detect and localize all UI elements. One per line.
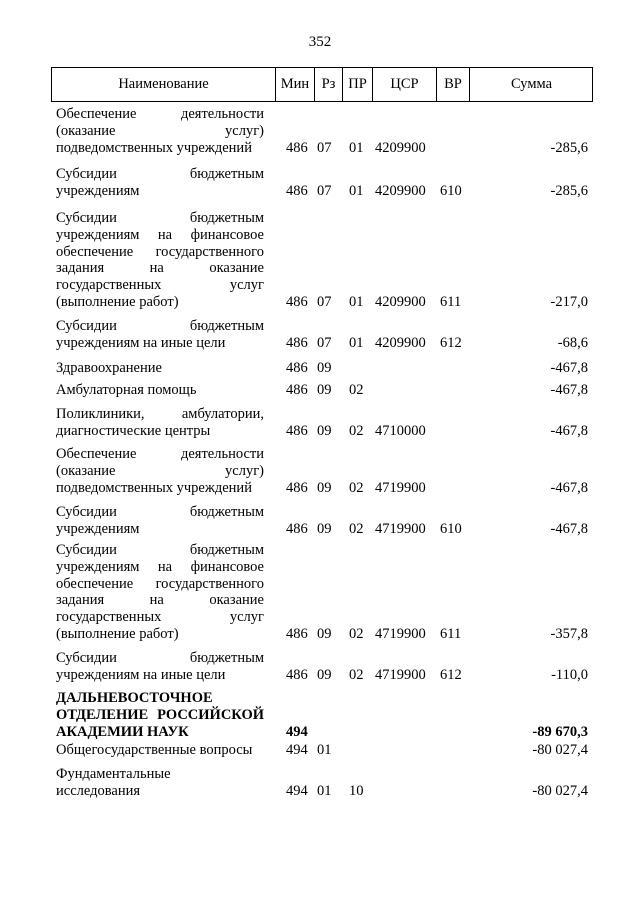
cell-sum: -467,8 bbox=[550, 382, 588, 398]
row-name-line: учреждениям на финансовое bbox=[56, 226, 264, 243]
cell-sum: -80 027,4 bbox=[532, 742, 588, 758]
row-name-line: Общегосударственные вопросы bbox=[56, 742, 253, 758]
row-name-line: государственных услуг bbox=[56, 277, 264, 294]
cell-pr: 01 bbox=[349, 182, 364, 199]
row-name-line: обеспечение государственного bbox=[56, 575, 264, 592]
cell-csr: 4719900 bbox=[375, 520, 426, 537]
row-name bbox=[56, 650, 264, 684]
cell-sum: -89 670,3 bbox=[532, 723, 588, 740]
cell-rz: 01 bbox=[317, 782, 332, 799]
row-name-line: (выполнение работ) bbox=[56, 625, 179, 642]
row-name bbox=[56, 504, 264, 538]
cell-pr: 01 bbox=[349, 139, 364, 156]
table-header bbox=[51, 67, 593, 102]
row-name-line: учреждениям на финансовое bbox=[56, 558, 264, 575]
cell-min: 486 bbox=[286, 360, 308, 376]
row-name-line: учреждениям на иные цели bbox=[56, 334, 226, 351]
cell-sum: -467,8 bbox=[550, 520, 588, 537]
row-name-line: Субсидии бюджетным bbox=[56, 210, 264, 226]
row-name bbox=[56, 542, 264, 643]
cell-vr: 610 bbox=[440, 520, 462, 537]
cell-csr: 4710000 bbox=[375, 422, 426, 439]
header-csr: ЦСР bbox=[372, 68, 436, 101]
row-name-line: подведомственных учреждений bbox=[56, 479, 252, 496]
row-name bbox=[56, 318, 264, 352]
cell-csr: 4209900 bbox=[375, 294, 426, 310]
cell-rz: 09 bbox=[317, 382, 332, 398]
header-sum: Сумма bbox=[469, 68, 593, 101]
cell-min: 486 bbox=[286, 520, 308, 537]
cell-rz: 07 bbox=[317, 334, 332, 351]
row-name-line: Субсидии бюджетным bbox=[56, 542, 264, 558]
cell-pr: 02 bbox=[349, 422, 364, 439]
row-name-line: Поликлиники, амбулатории, bbox=[56, 406, 264, 422]
row-name bbox=[56, 406, 264, 440]
cell-pr: 02 bbox=[349, 666, 364, 683]
row-name-line: Фундаментальные bbox=[56, 766, 171, 782]
row-name-line: (выполнение работ) bbox=[56, 293, 179, 310]
row-name-line: подведомственных учреждений bbox=[56, 139, 252, 156]
header-vr: ВР bbox=[436, 68, 469, 101]
row-name bbox=[56, 742, 264, 759]
cell-rz: 09 bbox=[317, 626, 332, 642]
row-name bbox=[56, 210, 264, 311]
row-name-line: Амбулаторная помощь bbox=[56, 382, 197, 398]
cell-vr: 612 bbox=[440, 666, 462, 683]
cell-vr: 612 bbox=[440, 334, 462, 351]
cell-sum: -80 027,4 bbox=[532, 782, 588, 799]
cell-min: 494 bbox=[286, 742, 308, 758]
row-name-line: ОТДЕЛЕНИЕ РОССИЙСКОЙ bbox=[56, 706, 264, 723]
cell-pr: 02 bbox=[349, 382, 364, 398]
cell-csr: 4719900 bbox=[375, 666, 426, 683]
cell-rz: 07 bbox=[317, 294, 332, 310]
cell-min: 486 bbox=[286, 294, 308, 310]
cell-rz: 07 bbox=[317, 182, 332, 199]
cell-sum: -217,0 bbox=[550, 294, 588, 310]
cell-csr: 4209900 bbox=[375, 139, 426, 156]
cell-sum: -285,6 bbox=[550, 182, 588, 199]
cell-rz: 07 bbox=[317, 139, 332, 156]
row-name-line: учреждениям bbox=[56, 182, 140, 199]
row-name-line: Субсидии бюджетным bbox=[56, 504, 264, 520]
cell-sum: -357,8 bbox=[550, 626, 588, 642]
row-name-line: Здравоохранение bbox=[56, 360, 162, 376]
cell-rz: 09 bbox=[317, 520, 332, 537]
row-name-line: (оказание услуг) bbox=[56, 462, 264, 479]
header-pr: ПР bbox=[342, 68, 372, 101]
row-name bbox=[56, 382, 264, 399]
row-name-line: государственных услуг bbox=[56, 609, 264, 626]
header-min: Мин bbox=[275, 68, 314, 101]
row-name-line: (оказание услуг) bbox=[56, 122, 264, 139]
cell-csr: 4719900 bbox=[375, 479, 426, 496]
row-name bbox=[56, 446, 264, 496]
row-name-line: Субсидии бюджетным bbox=[56, 650, 264, 666]
row-name-line: задания на оказание bbox=[56, 592, 264, 609]
row-name-line: Субсидии бюджетным bbox=[56, 166, 264, 182]
header-rz: Рз bbox=[314, 68, 342, 101]
cell-min: 486 bbox=[286, 334, 308, 351]
cell-csr: 4209900 bbox=[375, 182, 426, 199]
cell-sum: -68,6 bbox=[557, 334, 588, 351]
cell-min: 494 bbox=[286, 723, 308, 740]
cell-min: 486 bbox=[286, 139, 308, 156]
cell-sum: -285,6 bbox=[550, 139, 588, 156]
cell-pr: 01 bbox=[349, 334, 364, 351]
cell-sum: -467,8 bbox=[550, 360, 588, 376]
row-name bbox=[56, 106, 264, 156]
cell-pr: 01 bbox=[349, 294, 364, 310]
row-name-line: АКАДЕМИИ НАУК bbox=[56, 723, 189, 740]
cell-min: 486 bbox=[286, 422, 308, 439]
cell-rz: 09 bbox=[317, 360, 332, 376]
cell-min: 486 bbox=[286, 626, 308, 642]
row-name-line: обеспечение государственного bbox=[56, 243, 264, 260]
cell-vr: 611 bbox=[440, 626, 462, 642]
header-name: Наименование bbox=[118, 76, 209, 92]
cell-rz: 01 bbox=[317, 742, 332, 758]
cell-pr: 02 bbox=[349, 626, 364, 642]
row-name-line: учреждениям bbox=[56, 520, 140, 537]
row-name-line: Субсидии бюджетным bbox=[56, 318, 264, 334]
cell-sum: -110,0 bbox=[551, 666, 588, 683]
cell-min: 494 bbox=[286, 782, 308, 799]
page-number: 352 bbox=[308, 34, 332, 50]
row-name bbox=[56, 766, 264, 800]
cell-min: 486 bbox=[286, 182, 308, 199]
cell-csr: 4719900 bbox=[375, 626, 426, 642]
row-name-line: задания на оказание bbox=[56, 260, 264, 277]
row-name-line: ДАЛЬНЕВОСТОЧНОЕ bbox=[56, 690, 213, 706]
row-name bbox=[56, 360, 264, 377]
row-name bbox=[56, 166, 264, 200]
cell-min: 486 bbox=[286, 382, 308, 398]
row-name-line: Обеспечение деятельности bbox=[56, 106, 264, 122]
cell-pr: 02 bbox=[349, 479, 364, 496]
cell-rz: 09 bbox=[317, 666, 332, 683]
cell-vr: 610 bbox=[440, 182, 462, 199]
cell-rz: 09 bbox=[317, 422, 332, 439]
cell-sum: -467,8 bbox=[550, 422, 588, 439]
row-name-line: исследования bbox=[56, 782, 141, 799]
row-name-line: учреждениям на иные цели bbox=[56, 666, 226, 683]
cell-pr: 10 bbox=[349, 782, 364, 799]
cell-min: 486 bbox=[286, 666, 308, 683]
row-name-line: Обеспечение деятельности bbox=[56, 446, 264, 462]
cell-vr: 611 bbox=[440, 294, 462, 310]
cell-csr: 4209900 bbox=[375, 334, 426, 351]
cell-pr: 02 bbox=[349, 520, 364, 537]
row-name bbox=[56, 690, 264, 740]
cell-min: 486 bbox=[286, 479, 308, 496]
row-name-line: диагностические центры bbox=[56, 422, 211, 439]
cell-rz: 09 bbox=[317, 479, 332, 496]
cell-sum: -467,8 bbox=[550, 479, 588, 496]
